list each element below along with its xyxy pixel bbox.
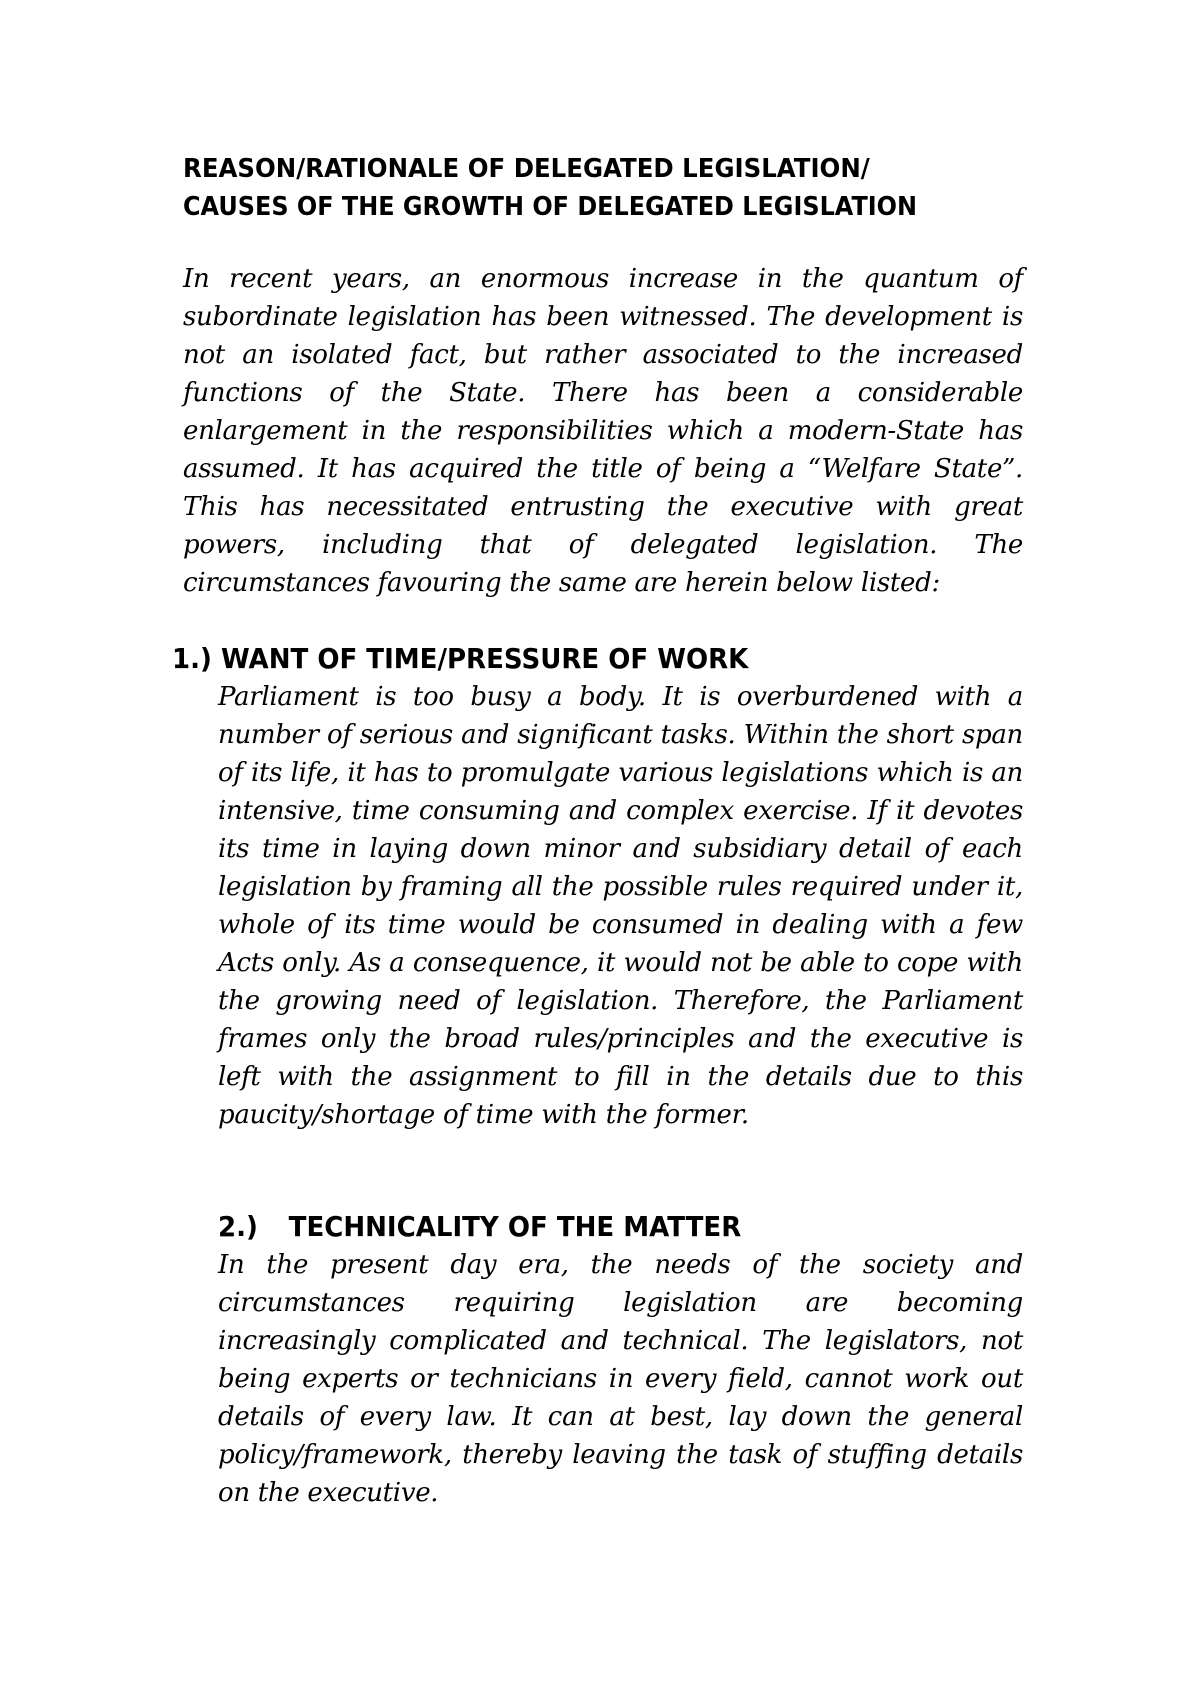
section-1-title: WANT OF TIME/PRESSURE OF WORK xyxy=(220,642,749,675)
section-2-body: In the present day era, the needs of the society and circumstances requiring legislation are becoming increasingly complicated and technical. The legislators, not being experts or technicians in every field, cannot work out details of every law. It can at best, lay down the general policy/framework, thereby leaving the task of stuffing details on the executive. xyxy=(218,1250,1023,1508)
intro-paragraph: In recent years, an enormous increase in the quantum of subordinate legislation has been witnessed. The development is not an isolated fact, but rather associated to the increased functions of the State. There has been a considerable enlargement in the responsibilities which a modern-State has assumed. It has acquired the title of being a “Welfare State”. This has necessitated entrusting the executive with great powers, including that of delegated legislation. The circumstances favouring the same are herein below listed: xyxy=(183,264,1023,598)
section-2-number: 2.) xyxy=(218,1210,258,1243)
title-line-1: REASON/RATIONALE OF DELEGATED LEGISLATION/ xyxy=(183,154,870,184)
section-1-body: Parliament is too busy a body. It is overburdened with a number of serious and significant tasks. Within the short span of its life, it has to promulgate various legislations which is an intensive, time consuming and complex exercise. If it devotes its time in laying down minor and subsidiary detail of each legislation by framing all the possible rules required under it, whole of its time would be consumed in dealing with a few Acts only. As a consequence, it would not be able to cope with the growing need of legislation. Therefore, the Parliament frames only the broad rules/principles and the executive is left with the assignment to fill in the details due to this paucity/shortage of time with the former. xyxy=(218,682,1023,1130)
document-title xyxy=(183,150,1023,226)
section-1-heading xyxy=(172,640,748,678)
title-line-2: CAUSES OF THE GROWTH OF DELEGATED LEGISLATION xyxy=(183,192,918,222)
section-1-number: 1.) xyxy=(172,642,212,675)
section-2-title: TECHNICALITY OF THE MATTER xyxy=(288,1210,742,1243)
section-2-heading xyxy=(218,1208,741,1246)
